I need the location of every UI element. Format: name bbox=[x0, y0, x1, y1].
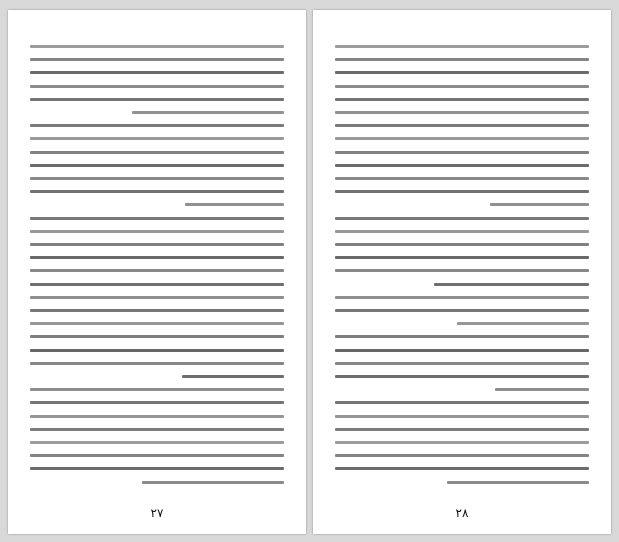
page-right-text-block bbox=[335, 40, 589, 490]
book-spread bbox=[8, 10, 611, 534]
page-left-body-text bbox=[30, 40, 284, 490]
page-number-right: ۲۸ bbox=[455, 506, 469, 520]
page-right bbox=[313, 10, 611, 534]
page-number-left: ۲۷ bbox=[150, 506, 164, 520]
page-right-body-text bbox=[335, 40, 589, 490]
page-left-text-block bbox=[30, 40, 284, 490]
page-left bbox=[8, 10, 306, 534]
